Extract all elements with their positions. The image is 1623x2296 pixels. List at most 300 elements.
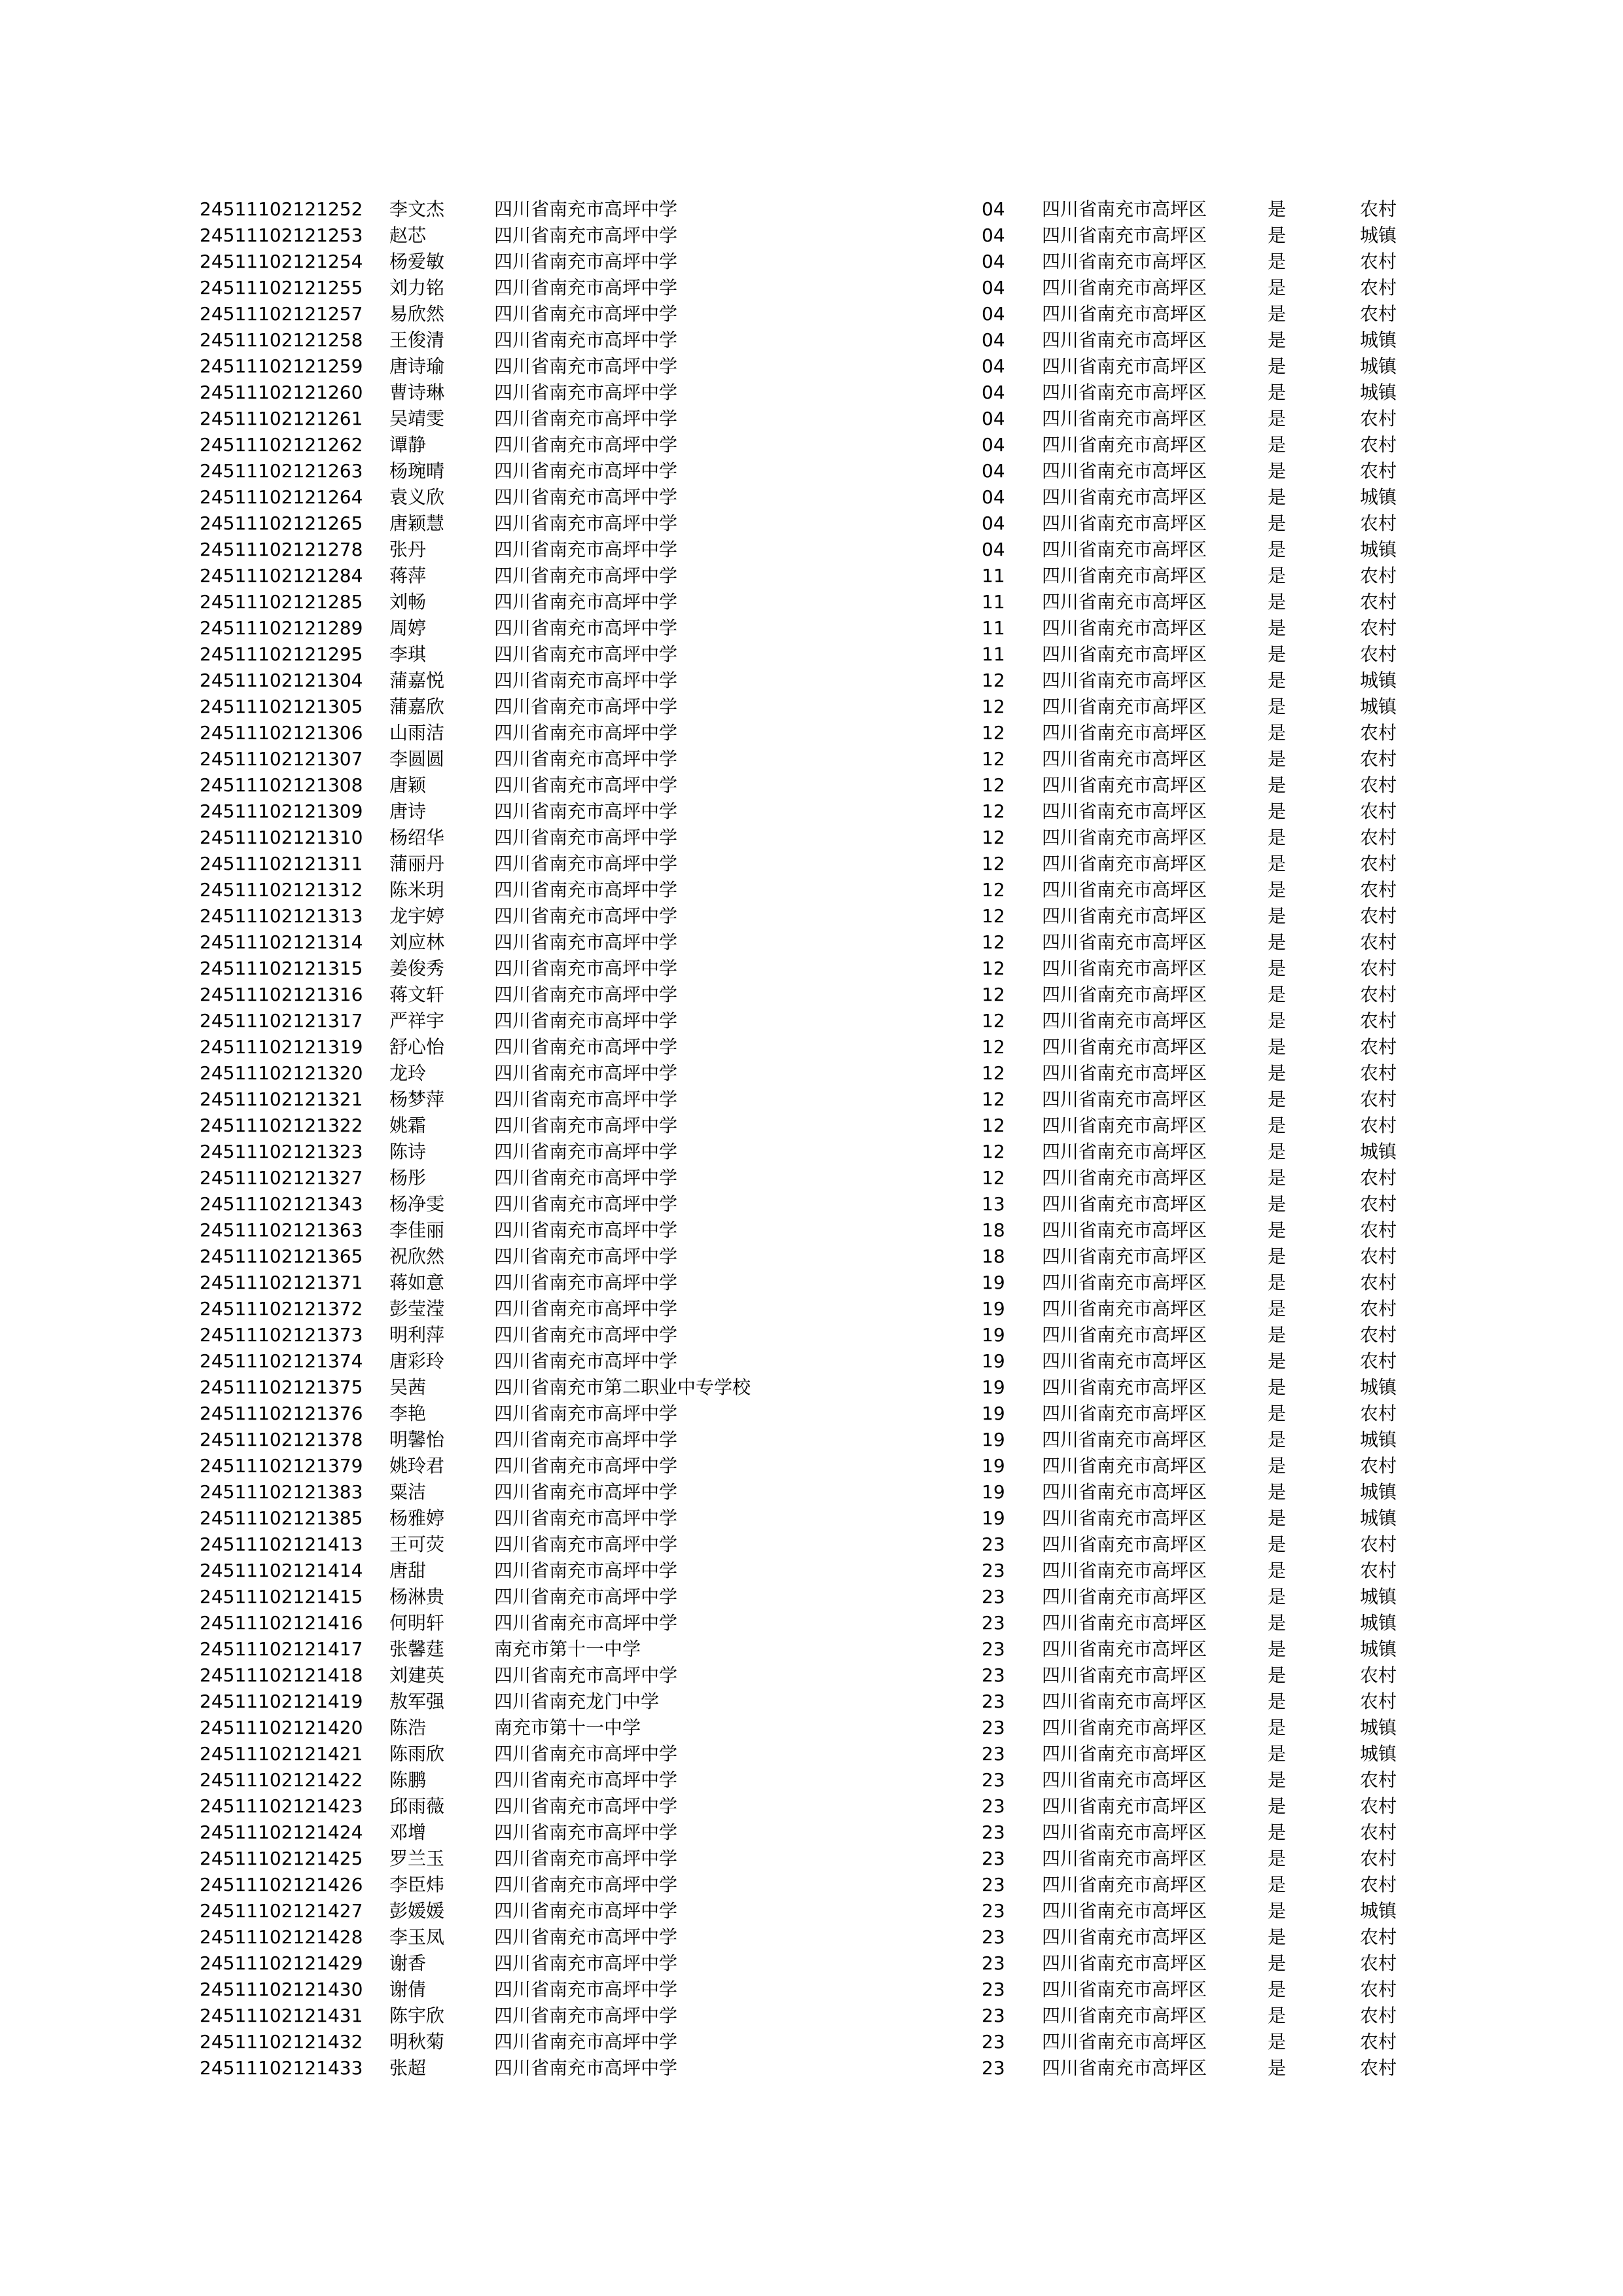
region-cell: 四川省南充市高坪区: [1042, 1141, 1207, 1162]
student-name-cell: 杨爱敏: [389, 251, 445, 272]
student-name-cell: 陈浩: [389, 1717, 427, 1738]
category-code-cell: 23: [982, 1952, 1005, 1974]
school-cell: 四川省南充市高坪中学: [494, 460, 678, 482]
category-code-cell: 12: [982, 853, 1005, 874]
exam-number-cell: 24511102121363: [200, 1219, 363, 1241]
table-row: [0, 1296, 1623, 1322]
region-cell: 四川省南充市高坪区: [1042, 670, 1207, 691]
eligibility-cell: 是: [1268, 879, 1287, 901]
table-row: [0, 1322, 1623, 1348]
table-row: [0, 275, 1623, 301]
residence-type-cell: 农村: [1360, 1324, 1397, 1346]
region-cell: 四川省南充市高坪区: [1042, 1534, 1207, 1555]
school-cell: 四川省南充龙门中学: [494, 1691, 660, 1712]
school-cell: 四川省南充市高坪中学: [494, 984, 678, 1005]
student-name-cell: 刘力铭: [389, 277, 445, 298]
residence-type-cell: 农村: [1360, 1298, 1397, 1319]
exam-number-cell: 24511102121260: [200, 382, 363, 403]
region-cell: 四川省南充市高坪区: [1042, 1376, 1207, 1398]
student-name-cell: 彭媛媛: [389, 1900, 445, 1922]
table-row: [0, 1374, 1623, 1401]
residence-type-cell: 农村: [1360, 591, 1397, 613]
school-cell: 四川省南充市高坪中学: [494, 1821, 678, 1843]
school-cell: 四川省南充市高坪中学: [494, 1246, 678, 1267]
school-cell: 四川省南充市高坪中学: [494, 591, 678, 613]
eligibility-cell: 是: [1268, 1900, 1287, 1922]
region-cell: 四川省南充市高坪区: [1042, 827, 1207, 848]
category-code-cell: 12: [982, 984, 1005, 1005]
category-code-cell: 19: [982, 1429, 1005, 1450]
eligibility-cell: 是: [1268, 382, 1287, 403]
student-name-cell: 蒲嘉悦: [389, 670, 445, 691]
region-cell: 四川省南充市高坪区: [1042, 1743, 1207, 1765]
table-row: [0, 641, 1623, 668]
category-code-cell: 04: [982, 408, 1005, 429]
school-cell: 四川省南充市高坪中学: [494, 251, 678, 272]
region-cell: 四川省南充市高坪区: [1042, 1219, 1207, 1241]
eligibility-cell: 是: [1268, 1874, 1287, 1895]
exam-number-cell: 24511102121417: [200, 1638, 363, 1660]
region-cell: 四川省南充市高坪区: [1042, 355, 1207, 377]
exam-number-cell: 24511102121313: [200, 905, 363, 927]
residence-type-cell: 农村: [1360, 1534, 1397, 1555]
exam-number-cell: 24511102121414: [200, 1560, 363, 1581]
eligibility-cell: 是: [1268, 1586, 1287, 1607]
eligibility-cell: 是: [1268, 853, 1287, 874]
eligibility-cell: 是: [1268, 1664, 1287, 1686]
category-code-cell: 23: [982, 1926, 1005, 1948]
eligibility-cell: 是: [1268, 329, 1287, 351]
eligibility-cell: 是: [1268, 1952, 1287, 1974]
residence-type-cell: 农村: [1360, 905, 1397, 927]
region-cell: 四川省南充市高坪区: [1042, 1926, 1207, 1948]
eligibility-cell: 是: [1268, 958, 1287, 979]
category-code-cell: 23: [982, 1769, 1005, 1791]
eligibility-cell: 是: [1268, 1926, 1287, 1948]
eligibility-cell: 是: [1268, 224, 1287, 246]
eligibility-cell: 是: [1268, 1272, 1287, 1293]
residence-type-cell: 农村: [1360, 1769, 1397, 1791]
category-code-cell: 23: [982, 1612, 1005, 1634]
exam-number-cell: 24511102121378: [200, 1429, 363, 1450]
region-cell: 四川省南充市高坪区: [1042, 1403, 1207, 1424]
exam-number-cell: 24511102121261: [200, 408, 363, 429]
school-cell: 四川省南充市高坪中学: [494, 224, 678, 246]
eligibility-cell: 是: [1268, 696, 1287, 717]
table-row: [0, 1584, 1623, 1610]
exam-number-cell: 24511102121420: [200, 1717, 363, 1738]
table-row: [0, 798, 1623, 825]
exam-number-cell: 24511102121431: [200, 2005, 363, 2026]
student-name-cell: 姚霜: [389, 1115, 427, 1136]
student-name-cell: 张丹: [389, 539, 427, 560]
table-row: [0, 851, 1623, 877]
student-name-cell: 杨淋贵: [389, 1586, 445, 1607]
school-cell: 四川省南充市高坪中学: [494, 277, 678, 298]
residence-type-cell: 农村: [1360, 617, 1397, 639]
region-cell: 四川省南充市高坪区: [1042, 303, 1207, 325]
region-cell: 四川省南充市高坪区: [1042, 2005, 1207, 2026]
category-code-cell: 11: [982, 643, 1005, 665]
student-name-cell: 山雨洁: [389, 722, 445, 744]
student-name-cell: 陈雨欣: [389, 1743, 445, 1765]
region-cell: 四川省南充市高坪区: [1042, 1874, 1207, 1895]
table-row: [0, 511, 1623, 537]
table-row: [0, 301, 1623, 327]
eligibility-cell: 是: [1268, 1429, 1287, 1450]
eligibility-cell: 是: [1268, 643, 1287, 665]
region-cell: 四川省南充市高坪区: [1042, 1612, 1207, 1634]
student-name-cell: 龙玲: [389, 1062, 427, 1084]
category-code-cell: 04: [982, 539, 1005, 560]
eligibility-cell: 是: [1268, 1036, 1287, 1058]
category-code-cell: 19: [982, 1403, 1005, 1424]
eligibility-cell: 是: [1268, 905, 1287, 927]
school-cell: 四川省南充市高坪中学: [494, 643, 678, 665]
school-cell: 四川省南充市高坪中学: [494, 617, 678, 639]
region-cell: 四川省南充市高坪区: [1042, 1167, 1207, 1189]
school-cell: 四川省南充市高坪中学: [494, 1769, 678, 1791]
school-cell: 南充市第十一中学: [494, 1717, 641, 1738]
eligibility-cell: 是: [1268, 670, 1287, 691]
student-name-cell: 姜俊秀: [389, 958, 445, 979]
exam-number-cell: 24511102121255: [200, 277, 363, 298]
school-cell: 四川省南充市高坪中学: [494, 512, 678, 534]
eligibility-cell: 是: [1268, 1010, 1287, 1031]
student-name-cell: 张馨莛: [389, 1638, 445, 1660]
table-row: [0, 903, 1623, 929]
student-list-table: [0, 196, 1623, 2081]
school-cell: 四川省南充市高坪中学: [494, 1926, 678, 1948]
residence-type-cell: 农村: [1360, 1403, 1397, 1424]
table-row: [0, 432, 1623, 458]
school-cell: 四川省南充市高坪中学: [494, 1560, 678, 1581]
residence-type-cell: 农村: [1360, 1193, 1397, 1215]
table-row: [0, 589, 1623, 615]
table-row: [0, 196, 1623, 223]
category-code-cell: 23: [982, 1821, 1005, 1843]
residence-type-cell: 城镇: [1360, 1376, 1397, 1398]
table-row: [0, 1636, 1623, 1662]
school-cell: 四川省南充市高坪中学: [494, 1481, 678, 1503]
region-cell: 四川省南充市高坪区: [1042, 1979, 1207, 2000]
eligibility-cell: 是: [1268, 1821, 1287, 1843]
eligibility-cell: 是: [1268, 1560, 1287, 1581]
exam-number-cell: 24511102121323: [200, 1141, 363, 1162]
student-name-cell: 粟洁: [389, 1481, 427, 1503]
eligibility-cell: 是: [1268, 355, 1287, 377]
table-row: [0, 1217, 1623, 1244]
category-code-cell: 19: [982, 1376, 1005, 1398]
eligibility-cell: 是: [1268, 1481, 1287, 1503]
student-name-cell: 龙宇婷: [389, 905, 445, 927]
exam-number-cell: 24511102121321: [200, 1088, 363, 1110]
residence-type-cell: 城镇: [1360, 486, 1397, 508]
residence-type-cell: 农村: [1360, 827, 1397, 848]
student-name-cell: 何明轩: [389, 1612, 445, 1634]
region-cell: 四川省南充市高坪区: [1042, 329, 1207, 351]
category-code-cell: 04: [982, 251, 1005, 272]
exam-number-cell: 24511102121264: [200, 486, 363, 508]
residence-type-cell: 城镇: [1360, 539, 1397, 560]
student-name-cell: 蒋如意: [389, 1272, 445, 1293]
school-cell: 四川省南充市高坪中学: [494, 748, 678, 770]
eligibility-cell: 是: [1268, 303, 1287, 325]
table-row: [0, 1846, 1623, 1872]
student-name-cell: 唐颖慧: [389, 512, 445, 534]
exam-number-cell: 24511102121319: [200, 1036, 363, 1058]
school-cell: 四川省南充市高坪中学: [494, 1272, 678, 1293]
region-cell: 四川省南充市高坪区: [1042, 1324, 1207, 1346]
table-row: [0, 1270, 1623, 1296]
student-name-cell: 明利萍: [389, 1324, 445, 1346]
student-name-cell: 谭静: [389, 434, 427, 456]
residence-type-cell: 农村: [1360, 1272, 1397, 1293]
region-cell: 四川省南充市高坪区: [1042, 382, 1207, 403]
school-cell: 四川省南充市高坪中学: [494, 1507, 678, 1529]
exam-number-cell: 24511102121433: [200, 2057, 363, 2079]
eligibility-cell: 是: [1268, 1193, 1287, 1215]
school-cell: 四川省南充市高坪中学: [494, 905, 678, 927]
category-code-cell: 12: [982, 1167, 1005, 1189]
residence-type-cell: 农村: [1360, 512, 1397, 534]
school-cell: 四川省南充市高坪中学: [494, 1900, 678, 1922]
category-code-cell: 23: [982, 1979, 1005, 2000]
student-name-cell: 邓增: [389, 1821, 427, 1843]
residence-type-cell: 农村: [1360, 1848, 1397, 1869]
school-cell: 四川省南充市高坪中学: [494, 2031, 678, 2053]
category-code-cell: 19: [982, 1481, 1005, 1503]
student-name-cell: 谢倩: [389, 1979, 427, 2000]
category-code-cell: 23: [982, 1586, 1005, 1607]
residence-type-cell: 农村: [1360, 2057, 1397, 2079]
region-cell: 四川省南充市高坪区: [1042, 198, 1207, 220]
eligibility-cell: 是: [1268, 486, 1287, 508]
school-cell: 四川省南充市高坪中学: [494, 434, 678, 456]
category-code-cell: 23: [982, 1743, 1005, 1765]
region-cell: 四川省南充市高坪区: [1042, 1455, 1207, 1477]
region-cell: 四川省南充市高坪区: [1042, 905, 1207, 927]
residence-type-cell: 农村: [1360, 1219, 1397, 1241]
category-code-cell: 12: [982, 1141, 1005, 1162]
residence-type-cell: 城镇: [1360, 1586, 1397, 1607]
category-code-cell: 18: [982, 1246, 1005, 1267]
exam-number-cell: 24511102121427: [200, 1900, 363, 1922]
region-cell: 四川省南充市高坪区: [1042, 1010, 1207, 1031]
eligibility-cell: 是: [1268, 565, 1287, 586]
student-name-cell: 蒋文轩: [389, 984, 445, 1005]
student-name-cell: 李玉凤: [389, 1926, 445, 1948]
student-name-cell: 曹诗琳: [389, 382, 445, 403]
student-name-cell: 蒋萍: [389, 565, 427, 586]
school-cell: 四川省南充市高坪中学: [494, 827, 678, 848]
eligibility-cell: 是: [1268, 198, 1287, 220]
eligibility-cell: 是: [1268, 1638, 1287, 1660]
residence-type-cell: 农村: [1360, 1062, 1397, 1084]
residence-type-cell: 城镇: [1360, 1717, 1397, 1738]
residence-type-cell: 农村: [1360, 1795, 1397, 1817]
eligibility-cell: 是: [1268, 1455, 1287, 1477]
exam-number-cell: 24511102121423: [200, 1795, 363, 1817]
student-name-cell: 杨净雯: [389, 1193, 445, 1215]
table-row: [0, 1532, 1623, 1558]
residence-type-cell: 农村: [1360, 748, 1397, 770]
exam-number-cell: 24511102121254: [200, 251, 363, 272]
category-code-cell: 12: [982, 800, 1005, 822]
residence-type-cell: 农村: [1360, 251, 1397, 272]
table-row: [0, 1872, 1623, 1898]
school-cell: 四川省南充市高坪中学: [494, 1979, 678, 2000]
region-cell: 四川省南充市高坪区: [1042, 931, 1207, 953]
exam-number-cell: 24511102121425: [200, 1848, 363, 1869]
student-name-cell: 王可荧: [389, 1534, 445, 1555]
exam-number-cell: 24511102121432: [200, 2031, 363, 2053]
school-cell: 四川省南充市高坪中学: [494, 1298, 678, 1319]
residence-type-cell: 农村: [1360, 408, 1397, 429]
school-cell: 四川省南充市高坪中学: [494, 1010, 678, 1031]
exam-number-cell: 24511102121295: [200, 643, 363, 665]
region-cell: 四川省南充市高坪区: [1042, 251, 1207, 272]
residence-type-cell: 农村: [1360, 1246, 1397, 1267]
eligibility-cell: 是: [1268, 984, 1287, 1005]
region-cell: 四川省南充市高坪区: [1042, 1115, 1207, 1136]
region-cell: 四川省南充市高坪区: [1042, 539, 1207, 560]
school-cell: 四川省南充市高坪中学: [494, 1534, 678, 1555]
category-code-cell: 12: [982, 774, 1005, 796]
table-row: [0, 982, 1623, 1008]
student-name-cell: 明馨怡: [389, 1429, 445, 1450]
region-cell: 四川省南充市高坪区: [1042, 1429, 1207, 1450]
student-name-cell: 李文杰: [389, 198, 445, 220]
school-cell: 四川省南充市高坪中学: [494, 1664, 678, 1686]
table-row: [0, 1610, 1623, 1636]
exam-number-cell: 24511102121371: [200, 1272, 363, 1293]
eligibility-cell: 是: [1268, 2031, 1287, 2053]
student-name-cell: 周婷: [389, 617, 427, 639]
eligibility-cell: 是: [1268, 2057, 1287, 2079]
exam-number-cell: 24511102121343: [200, 1193, 363, 1215]
table-row: [0, 406, 1623, 432]
category-code-cell: 04: [982, 512, 1005, 534]
residence-type-cell: 城镇: [1360, 382, 1397, 403]
table-row: [0, 2003, 1623, 2029]
residence-type-cell: 农村: [1360, 1455, 1397, 1477]
student-name-cell: 李琪: [389, 643, 427, 665]
eligibility-cell: 是: [1268, 1979, 1287, 2000]
exam-number-cell: 24511102121421: [200, 1743, 363, 1765]
exam-number-cell: 24511102121278: [200, 539, 363, 560]
eligibility-cell: 是: [1268, 591, 1287, 613]
table-row: [0, 1898, 1623, 1924]
student-name-cell: 谢香: [389, 1952, 427, 1974]
residence-type-cell: 农村: [1360, 931, 1397, 953]
eligibility-cell: 是: [1268, 1062, 1287, 1084]
category-code-cell: 04: [982, 303, 1005, 325]
school-cell: 四川省南充市高坪中学: [494, 2057, 678, 2079]
region-cell: 四川省南充市高坪区: [1042, 1848, 1207, 1869]
region-cell: 四川省南充市高坪区: [1042, 696, 1207, 717]
eligibility-cell: 是: [1268, 1350, 1287, 1372]
category-code-cell: 11: [982, 565, 1005, 586]
residence-type-cell: 农村: [1360, 1115, 1397, 1136]
residence-type-cell: 农村: [1360, 303, 1397, 325]
table-row: [0, 1689, 1623, 1715]
category-code-cell: 12: [982, 958, 1005, 979]
table-row: [0, 1793, 1623, 1820]
table-row: [0, 484, 1623, 511]
school-cell: 四川省南充市高坪中学: [494, 1952, 678, 1974]
region-cell: 四川省南充市高坪区: [1042, 1795, 1207, 1817]
eligibility-cell: 是: [1268, 748, 1287, 770]
eligibility-cell: 是: [1268, 1612, 1287, 1634]
table-row: [0, 772, 1623, 798]
student-name-cell: 蒲丽丹: [389, 853, 445, 874]
school-cell: 四川省南充市高坪中学: [494, 1848, 678, 1869]
table-row: [0, 694, 1623, 720]
residence-type-cell: 城镇: [1360, 1900, 1397, 1922]
exam-number-cell: 24511102121422: [200, 1769, 363, 1791]
category-code-cell: 23: [982, 2005, 1005, 2026]
residence-type-cell: 农村: [1360, 853, 1397, 874]
residence-type-cell: 农村: [1360, 2031, 1397, 2053]
region-cell: 四川省南充市高坪区: [1042, 879, 1207, 901]
eligibility-cell: 是: [1268, 774, 1287, 796]
residence-type-cell: 农村: [1360, 1979, 1397, 2000]
table-row: [0, 668, 1623, 694]
residence-type-cell: 城镇: [1360, 1141, 1397, 1162]
student-name-cell: 杨彤: [389, 1167, 427, 1189]
table-row: [0, 1715, 1623, 1741]
eligibility-cell: 是: [1268, 1167, 1287, 1189]
residence-type-cell: 城镇: [1360, 1507, 1397, 1529]
school-cell: 四川省南充市第二职业中专学校: [494, 1376, 751, 1398]
category-code-cell: 19: [982, 1298, 1005, 1319]
exam-number-cell: 24511102121430: [200, 1979, 363, 2000]
eligibility-cell: 是: [1268, 1507, 1287, 1529]
table-row: [0, 615, 1623, 641]
region-cell: 四川省南充市高坪区: [1042, 277, 1207, 298]
table-row: [0, 1086, 1623, 1113]
region-cell: 四川省南充市高坪区: [1042, 1952, 1207, 1974]
exam-number-cell: 24511102121259: [200, 355, 363, 377]
school-cell: 四川省南充市高坪中学: [494, 408, 678, 429]
student-name-cell: 唐诗: [389, 800, 427, 822]
table-row: [0, 223, 1623, 249]
exam-number-cell: 24511102121312: [200, 879, 363, 901]
eligibility-cell: 是: [1268, 722, 1287, 744]
eligibility-cell: 是: [1268, 1246, 1287, 1267]
eligibility-cell: 是: [1268, 1219, 1287, 1241]
residence-type-cell: 农村: [1360, 984, 1397, 1005]
exam-number-cell: 24511102121415: [200, 1586, 363, 1607]
exam-number-cell: 24511102121310: [200, 827, 363, 848]
category-code-cell: 23: [982, 1534, 1005, 1555]
table-row: [0, 956, 1623, 982]
category-code-cell: 12: [982, 827, 1005, 848]
table-row: [0, 458, 1623, 484]
student-name-cell: 敖军强: [389, 1691, 445, 1712]
region-cell: 四川省南充市高坪区: [1042, 1560, 1207, 1581]
table-row: [0, 1977, 1623, 2003]
school-cell: 四川省南充市高坪中学: [494, 722, 678, 744]
table-row: [0, 1191, 1623, 1217]
residence-type-cell: 农村: [1360, 1088, 1397, 1110]
residence-type-cell: 农村: [1360, 198, 1397, 220]
table-row: [0, 1427, 1623, 1453]
exam-number-cell: 24511102121262: [200, 434, 363, 456]
region-cell: 四川省南充市高坪区: [1042, 1350, 1207, 1372]
eligibility-cell: 是: [1268, 931, 1287, 953]
